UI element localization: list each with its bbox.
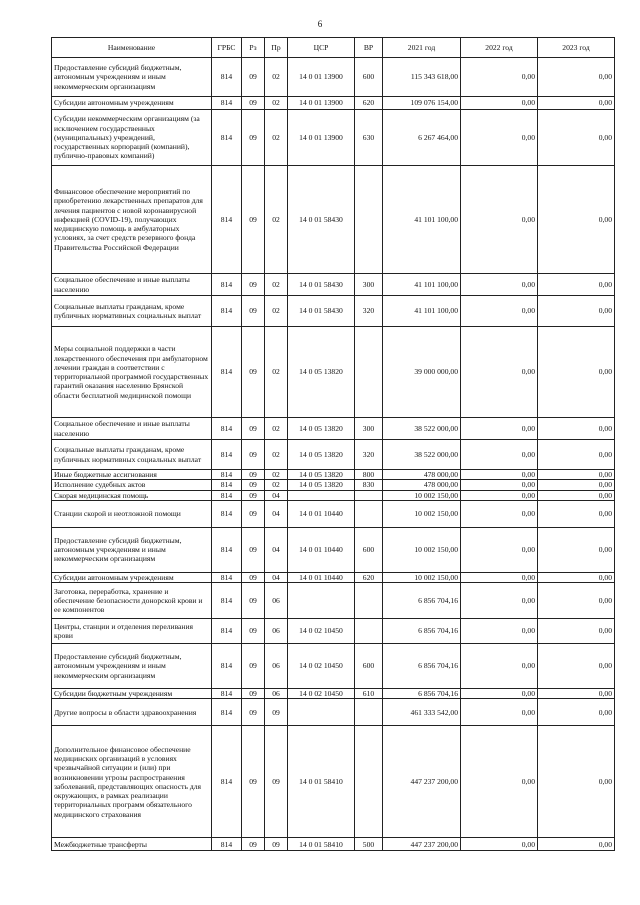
header-grbs: ГРБС — [212, 38, 242, 58]
cell-rz: 09 — [242, 726, 265, 838]
table-row — [52, 619, 615, 644]
cell-name: Субсидии некоммерческим организациям (за исключением государственных (муниципальных) учреждений, государственных корпораций (компаний), публично-правовых компаний) — [52, 110, 212, 166]
cell-csr: 14 0 01 13900 — [288, 110, 355, 166]
cell-name: Субсидии автономным учреждениям — [52, 572, 212, 582]
header-2021: 2021 год — [383, 38, 461, 58]
cell-2021: 38 522 000,00 — [383, 440, 461, 470]
table-row — [52, 470, 615, 480]
cell-2021: 38 522 000,00 — [383, 418, 461, 440]
cell-vr: 320 — [355, 440, 383, 470]
cell-2021: 6 856 704,16 — [383, 619, 461, 644]
table-body — [52, 58, 615, 851]
cell-grbs: 814 — [212, 699, 242, 726]
cell-name: Скорая медицинская помощь — [52, 490, 212, 500]
header-pr: Пр — [265, 38, 288, 58]
cell-vr — [355, 619, 383, 644]
cell-name: Межбюджетные трансферты — [52, 838, 212, 851]
cell-2023: 0,00 — [538, 500, 615, 527]
cell-grbs: 814 — [212, 572, 242, 582]
cell-csr: 14 0 01 13900 — [288, 58, 355, 97]
cell-pr: 02 — [265, 166, 288, 274]
cell-grbs: 814 — [212, 583, 242, 619]
cell-vr: 620 — [355, 97, 383, 110]
cell-name: Дополнительное финансовое обеспечение медицинских организаций в условиях чрезвычайной ситуации и (или) при возникновении угрозы распространения заболеваний, представляющих опасность для окружающих, в рамках реализации территориальных программ обязательного медицинского страхования — [52, 726, 212, 838]
cell-2022: 0,00 — [461, 470, 538, 480]
cell-2022: 0,00 — [461, 58, 538, 97]
cell-vr: 830 — [355, 480, 383, 490]
cell-csr: 14 0 05 13820 — [288, 418, 355, 440]
cell-pr: 02 — [265, 418, 288, 440]
cell-2022: 0,00 — [461, 619, 538, 644]
header-vr: ВР — [355, 38, 383, 58]
cell-2021: 10 002 150,00 — [383, 500, 461, 527]
cell-grbs: 814 — [212, 644, 242, 689]
cell-vr: 630 — [355, 110, 383, 166]
table-row — [52, 97, 615, 110]
cell-2022: 0,00 — [461, 726, 538, 838]
cell-2023: 0,00 — [538, 327, 615, 418]
header-2023: 2023 год — [538, 38, 615, 58]
cell-name: Станции скорой и неотложной помощи — [52, 500, 212, 527]
cell-vr: 620 — [355, 572, 383, 582]
cell-grbs: 814 — [212, 296, 242, 327]
cell-rz: 09 — [242, 644, 265, 689]
cell-2023: 0,00 — [538, 689, 615, 699]
cell-2021: 478 000,00 — [383, 480, 461, 490]
cell-pr: 02 — [265, 440, 288, 470]
cell-2022: 0,00 — [461, 699, 538, 726]
cell-csr: 14 0 01 10440 — [288, 527, 355, 572]
cell-rz: 09 — [242, 296, 265, 327]
cell-2022: 0,00 — [461, 327, 538, 418]
cell-rz: 09 — [242, 327, 265, 418]
cell-2022: 0,00 — [461, 838, 538, 851]
cell-csr — [288, 490, 355, 500]
cell-csr — [288, 699, 355, 726]
cell-pr: 02 — [265, 480, 288, 490]
cell-vr: 610 — [355, 689, 383, 699]
cell-csr: 14 0 05 13820 — [288, 440, 355, 470]
budget-table — [51, 37, 615, 851]
cell-2023: 0,00 — [538, 572, 615, 582]
cell-2021: 447 237 200,00 — [383, 726, 461, 838]
cell-2022: 0,00 — [461, 440, 538, 470]
cell-pr: 02 — [265, 470, 288, 480]
cell-2021: 478 000,00 — [383, 470, 461, 480]
cell-pr: 02 — [265, 58, 288, 97]
cell-2021: 39 000 000,00 — [383, 327, 461, 418]
cell-pr: 04 — [265, 490, 288, 500]
cell-name: Финансовое обеспечение мероприятий по приобретению лекарственных препаратов для лечения пациентов с новой коронавирусной инфекцией (COVID-19), получающих медицинскую помощь в амбулаторных условиях, за счет средств резервного фонда Правительства Российской Федерации — [52, 166, 212, 274]
cell-csr: 14 0 05 13820 — [288, 470, 355, 480]
cell-csr: 14 0 01 58430 — [288, 166, 355, 274]
cell-2022: 0,00 — [461, 490, 538, 500]
cell-pr: 06 — [265, 689, 288, 699]
table-row — [52, 440, 615, 470]
cell-rz: 09 — [242, 572, 265, 582]
table-row — [52, 699, 615, 726]
cell-2021: 109 076 154,00 — [383, 97, 461, 110]
cell-2023: 0,00 — [538, 838, 615, 851]
cell-vr: 600 — [355, 644, 383, 689]
cell-2021: 447 237 200,00 — [383, 838, 461, 851]
cell-grbs: 814 — [212, 440, 242, 470]
cell-pr: 09 — [265, 699, 288, 726]
cell-2023: 0,00 — [538, 470, 615, 480]
cell-2022: 0,00 — [461, 480, 538, 490]
cell-rz: 09 — [242, 166, 265, 274]
cell-2021: 6 856 704,16 — [383, 689, 461, 699]
cell-grbs: 814 — [212, 490, 242, 500]
cell-pr: 02 — [265, 327, 288, 418]
cell-rz: 09 — [242, 490, 265, 500]
cell-grbs: 814 — [212, 166, 242, 274]
cell-rz: 09 — [242, 418, 265, 440]
cell-grbs: 814 — [212, 470, 242, 480]
cell-csr: 14 0 01 10440 — [288, 572, 355, 582]
cell-2022: 0,00 — [461, 97, 538, 110]
cell-name: Предоставление субсидий бюджетным, автономным учреждениям и иным некоммерческим организациям — [52, 527, 212, 572]
cell-2022: 0,00 — [461, 500, 538, 527]
table-row — [52, 490, 615, 500]
cell-csr: 14 0 01 10440 — [288, 500, 355, 527]
cell-rz: 09 — [242, 110, 265, 166]
cell-name: Иные бюджетные ассигнования — [52, 470, 212, 480]
cell-csr: 14 0 05 13820 — [288, 480, 355, 490]
table-row — [52, 296, 615, 327]
table-header — [52, 38, 615, 58]
table-row — [52, 726, 615, 838]
cell-2022: 0,00 — [461, 527, 538, 572]
header-name: Наименование — [52, 38, 212, 58]
cell-2021: 10 002 150,00 — [383, 527, 461, 572]
cell-2023: 0,00 — [538, 418, 615, 440]
cell-2021: 6 267 464,00 — [383, 110, 461, 166]
table-row — [52, 166, 615, 274]
cell-grbs: 814 — [212, 838, 242, 851]
table-row — [52, 527, 615, 572]
cell-rz: 09 — [242, 838, 265, 851]
cell-2021: 41 101 100,00 — [383, 166, 461, 274]
cell-pr: 09 — [265, 838, 288, 851]
cell-2022: 0,00 — [461, 644, 538, 689]
cell-2021: 41 101 100,00 — [383, 296, 461, 327]
cell-2021: 41 101 100,00 — [383, 274, 461, 296]
table-row — [52, 583, 615, 619]
cell-2023: 0,00 — [538, 583, 615, 619]
cell-2022: 0,00 — [461, 572, 538, 582]
cell-vr: 300 — [355, 274, 383, 296]
cell-csr: 14 0 01 58410 — [288, 726, 355, 838]
cell-grbs: 814 — [212, 726, 242, 838]
cell-grbs: 814 — [212, 619, 242, 644]
cell-2022: 0,00 — [461, 110, 538, 166]
cell-vr — [355, 726, 383, 838]
cell-2023: 0,00 — [538, 110, 615, 166]
cell-2021: 10 002 150,00 — [383, 572, 461, 582]
cell-2023: 0,00 — [538, 440, 615, 470]
cell-2021: 461 333 542,00 — [383, 699, 461, 726]
cell-vr: 300 — [355, 418, 383, 440]
cell-grbs: 814 — [212, 327, 242, 418]
cell-rz: 09 — [242, 440, 265, 470]
cell-vr: 800 — [355, 470, 383, 480]
cell-2023: 0,00 — [538, 490, 615, 500]
cell-rz: 09 — [242, 619, 265, 644]
cell-rz: 09 — [242, 480, 265, 490]
cell-pr: 02 — [265, 97, 288, 110]
cell-2022: 0,00 — [461, 583, 538, 619]
cell-name: Социальное обеспечение и иные выплаты населению — [52, 418, 212, 440]
table-row — [52, 500, 615, 527]
cell-csr: 14 0 02 10450 — [288, 619, 355, 644]
cell-2023: 0,00 — [538, 296, 615, 327]
cell-2021: 6 856 704,16 — [383, 644, 461, 689]
cell-grbs: 814 — [212, 480, 242, 490]
cell-vr — [355, 490, 383, 500]
cell-2023: 0,00 — [538, 480, 615, 490]
table-row — [52, 274, 615, 296]
cell-csr: 14 0 01 13900 — [288, 97, 355, 110]
cell-name: Центры, станции и отделения переливания крови — [52, 619, 212, 644]
cell-vr — [355, 500, 383, 527]
cell-name: Другие вопросы в области здравоохранения — [52, 699, 212, 726]
cell-2023: 0,00 — [538, 58, 615, 97]
table-row — [52, 480, 615, 490]
cell-pr: 04 — [265, 500, 288, 527]
header-2022: 2022 год — [461, 38, 538, 58]
cell-2023: 0,00 — [538, 97, 615, 110]
cell-name: Предоставление субсидий бюджетным, автономным учреждениям и иным некоммерческим организациям — [52, 644, 212, 689]
cell-rz: 09 — [242, 97, 265, 110]
cell-2023: 0,00 — [538, 166, 615, 274]
cell-pr: 04 — [265, 527, 288, 572]
cell-name: Субсидии бюджетным учреждениям — [52, 689, 212, 699]
cell-2023: 0,00 — [538, 274, 615, 296]
cell-grbs: 814 — [212, 97, 242, 110]
cell-rz: 09 — [242, 470, 265, 480]
cell-2023: 0,00 — [538, 699, 615, 726]
page-number: 6 — [317, 19, 323, 29]
cell-name: Исполнение судебных актов — [52, 480, 212, 490]
table-row — [52, 110, 615, 166]
cell-2022: 0,00 — [461, 296, 538, 327]
cell-2021: 115 343 618,00 — [383, 58, 461, 97]
cell-grbs: 814 — [212, 527, 242, 572]
cell-csr: 14 0 02 10450 — [288, 689, 355, 699]
cell-2021: 6 856 704,16 — [383, 583, 461, 619]
table-row — [52, 838, 615, 851]
cell-grbs: 814 — [212, 110, 242, 166]
cell-vr — [355, 327, 383, 418]
cell-csr: 14 0 01 58410 — [288, 838, 355, 851]
cell-grbs: 814 — [212, 274, 242, 296]
cell-pr: 09 — [265, 726, 288, 838]
cell-2022: 0,00 — [461, 166, 538, 274]
table-row — [52, 58, 615, 97]
cell-vr: 500 — [355, 838, 383, 851]
cell-rz: 09 — [242, 527, 265, 572]
cell-rz: 09 — [242, 58, 265, 97]
table-row — [52, 572, 615, 582]
table-row — [52, 418, 615, 440]
cell-vr — [355, 166, 383, 274]
cell-csr: 14 0 05 13820 — [288, 327, 355, 418]
header-csr: ЦСР — [288, 38, 355, 58]
cell-2023: 0,00 — [538, 619, 615, 644]
cell-grbs: 814 — [212, 418, 242, 440]
cell-grbs: 814 — [212, 58, 242, 97]
cell-pr: 06 — [265, 644, 288, 689]
cell-vr: 320 — [355, 296, 383, 327]
cell-rz: 09 — [242, 689, 265, 699]
table-row — [52, 644, 615, 689]
cell-name: Меры социальной поддержки в части лекарственного обеспечения при амбулаторном лечении граждан в соответствии с территориальной программой государственных гарантий оказания населению Брянской области бесплатной медицинской помощи — [52, 327, 212, 418]
cell-grbs: 814 — [212, 500, 242, 527]
cell-pr: 02 — [265, 110, 288, 166]
cell-rz: 09 — [242, 699, 265, 726]
cell-csr: 14 0 02 10450 — [288, 644, 355, 689]
header-row — [52, 38, 615, 58]
cell-vr: 600 — [355, 527, 383, 572]
cell-vr: 600 — [355, 58, 383, 97]
cell-name: Субсидии автономным учреждениям — [52, 97, 212, 110]
cell-rz: 09 — [242, 500, 265, 527]
cell-name: Социальные выплаты гражданам, кроме публичных нормативных социальных выплат — [52, 440, 212, 470]
table-row — [52, 689, 615, 699]
cell-name: Заготовка, переработка, хранение и обеспечение безопасности донорской крови и ее компонентов — [52, 583, 212, 619]
cell-2023: 0,00 — [538, 644, 615, 689]
cell-vr — [355, 583, 383, 619]
cell-csr — [288, 583, 355, 619]
cell-pr: 02 — [265, 296, 288, 327]
cell-rz: 09 — [242, 583, 265, 619]
cell-csr: 14 0 01 58430 — [288, 296, 355, 327]
cell-name: Предоставление субсидий бюджетным, автономным учреждениям и иным некоммерческим организациям — [52, 58, 212, 97]
cell-rz: 09 — [242, 274, 265, 296]
cell-csr: 14 0 01 58430 — [288, 274, 355, 296]
cell-2022: 0,00 — [461, 418, 538, 440]
cell-2023: 0,00 — [538, 527, 615, 572]
cell-2021: 10 002 150,00 — [383, 490, 461, 500]
table-row — [52, 327, 615, 418]
cell-grbs: 814 — [212, 689, 242, 699]
header-rz: Рз — [242, 38, 265, 58]
cell-2022: 0,00 — [461, 689, 538, 699]
cell-pr: 02 — [265, 274, 288, 296]
cell-name: Социальное обеспечение и иные выплаты населению — [52, 274, 212, 296]
cell-vr — [355, 699, 383, 726]
cell-name: Социальные выплаты гражданам, кроме публичных нормативных социальных выплат — [52, 296, 212, 327]
cell-pr: 04 — [265, 572, 288, 582]
cell-2023: 0,00 — [538, 726, 615, 838]
cell-pr: 06 — [265, 583, 288, 619]
cell-2022: 0,00 — [461, 274, 538, 296]
cell-pr: 06 — [265, 619, 288, 644]
